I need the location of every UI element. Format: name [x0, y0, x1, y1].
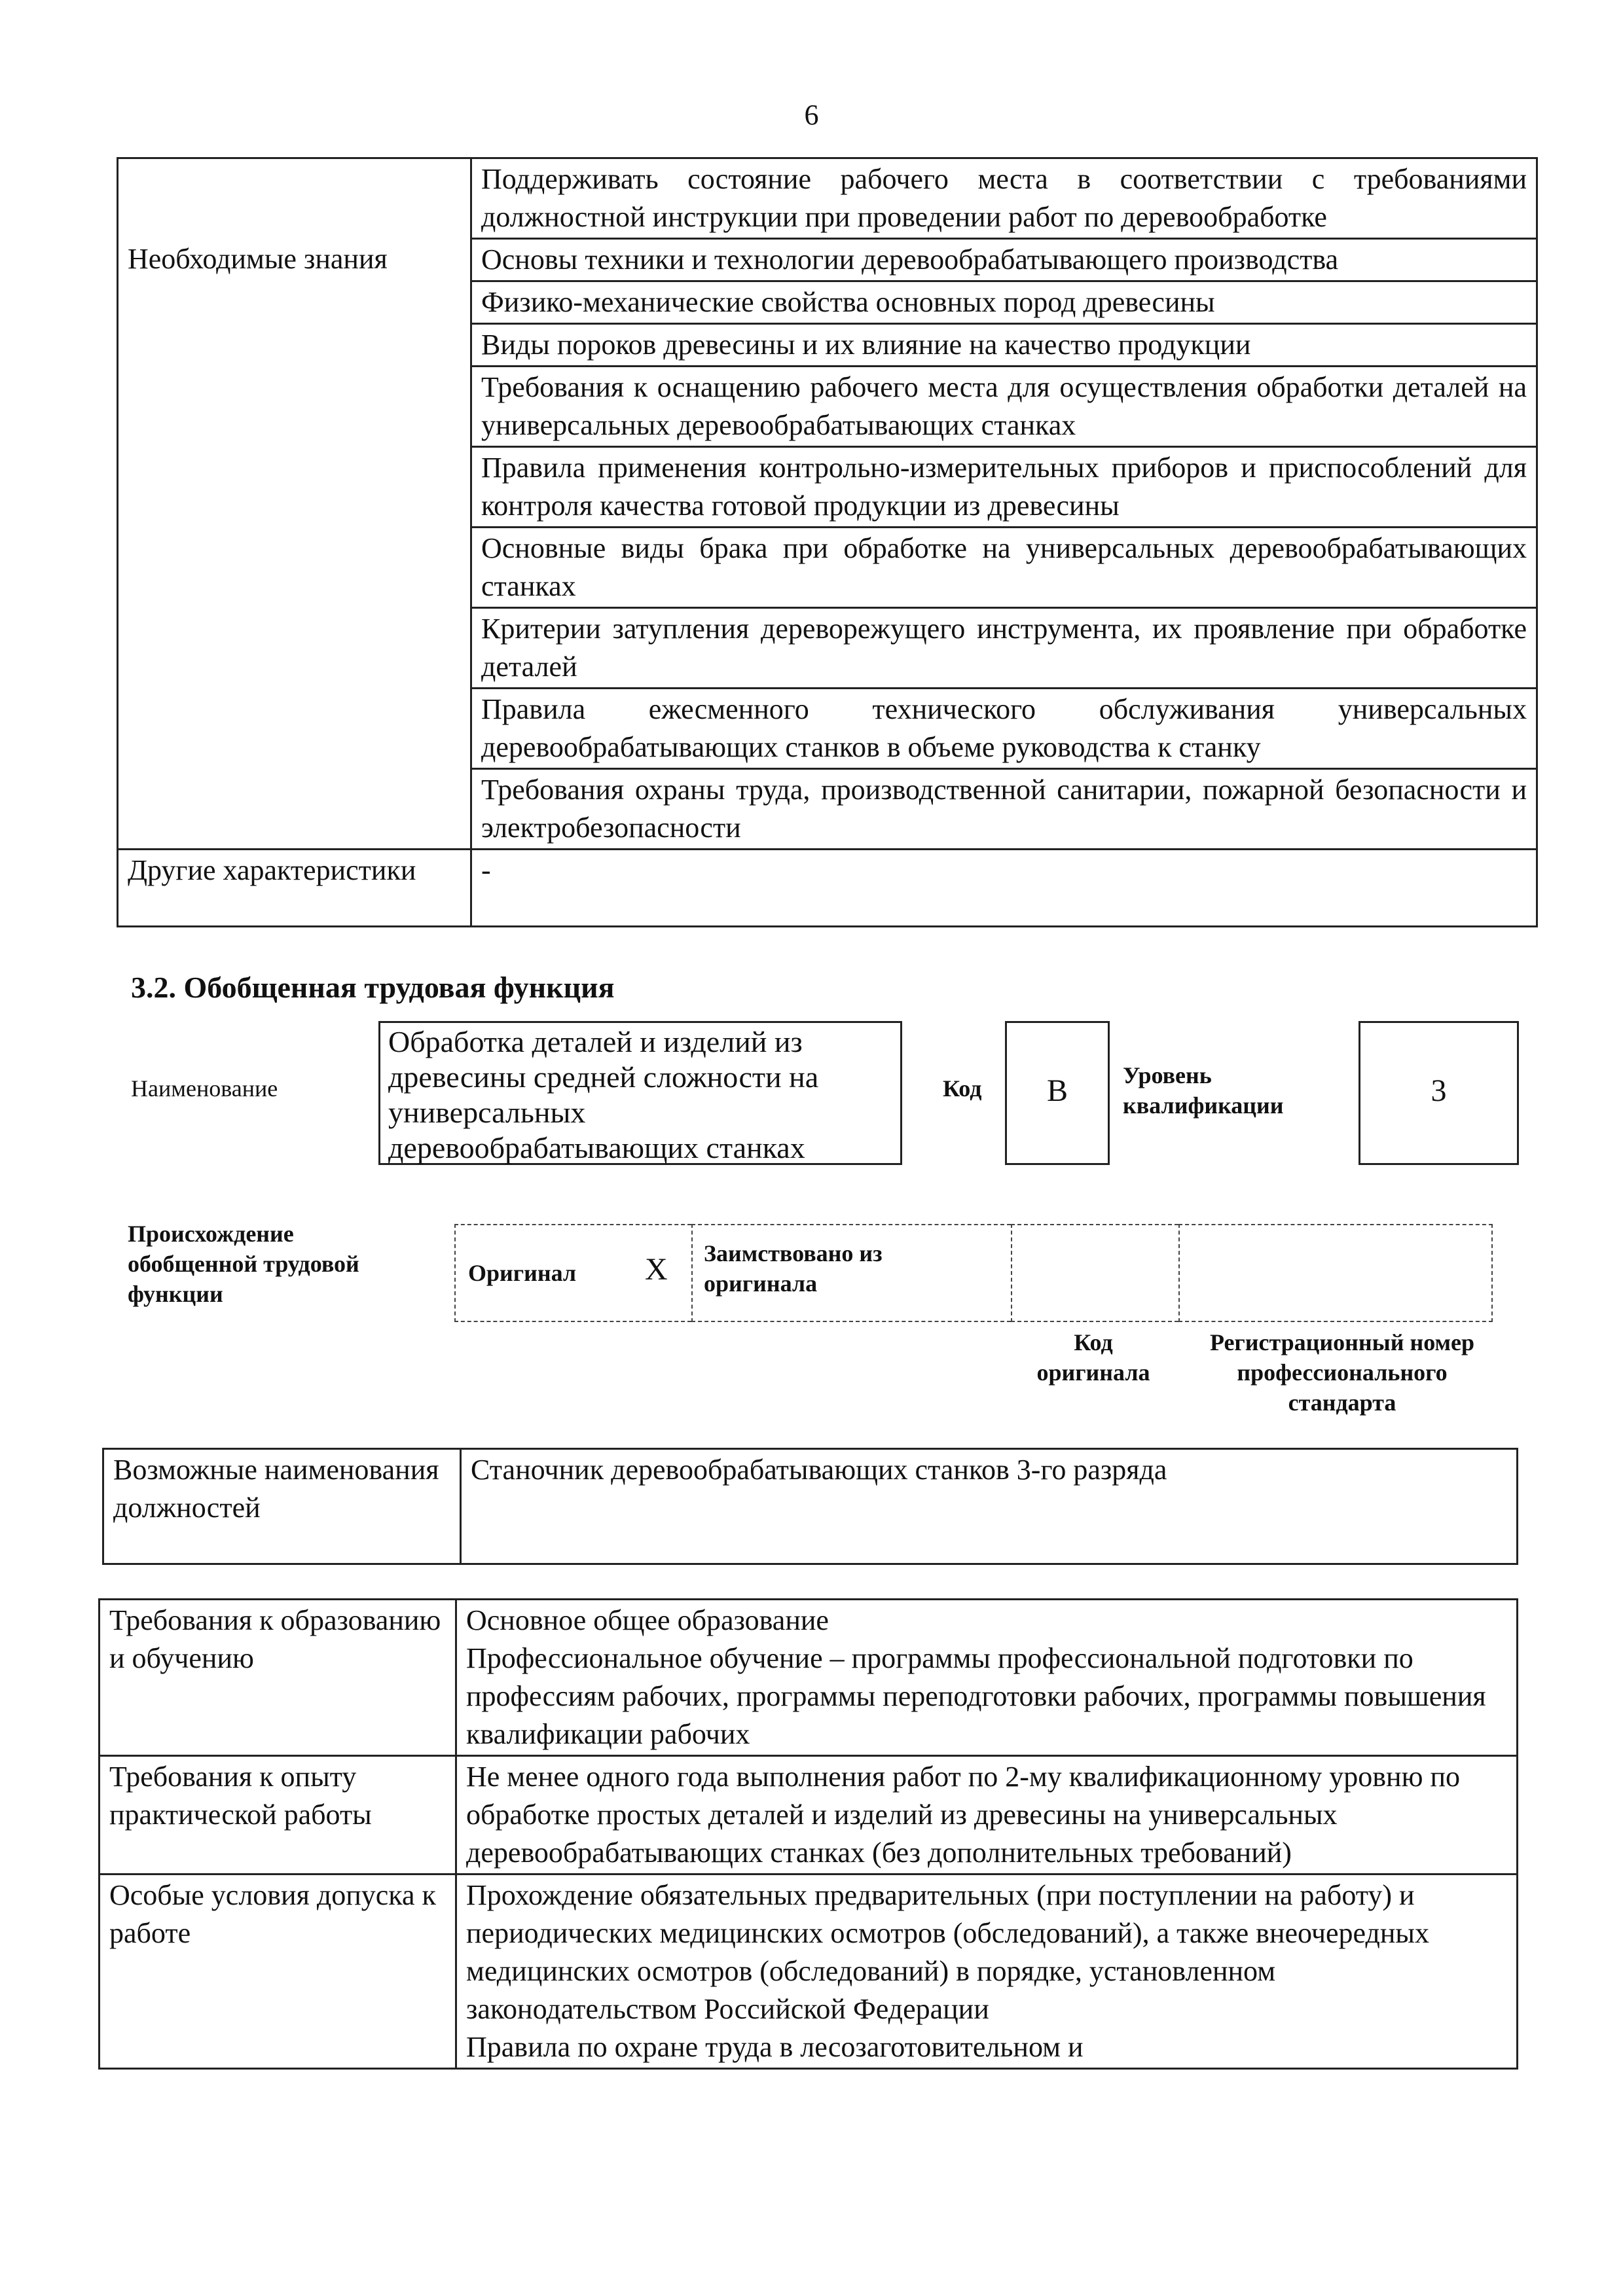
- text-line: Основное общее образование: [466, 1604, 829, 1636]
- code-value: B: [1046, 1073, 1068, 1108]
- origin-reg-box: [1178, 1224, 1493, 1322]
- origin-code-box: [1011, 1224, 1178, 1322]
- row-value: Критерии затупления дереворежущего инструмента, их проявление при обработке деталей: [471, 608, 1537, 689]
- text-line: Профессиональное обучение – программы профессиональной подготовки по профессиям рабочих, программы переподготовки рабочих, программы повышения квалификации рабочих: [466, 1642, 1486, 1750]
- code-label: Код: [943, 1075, 982, 1102]
- table-row: [100, 1600, 1518, 1756]
- positions-value: Станочник деревообрабатывающих станков 3-го разряда: [461, 1449, 1518, 1564]
- row-value: Виды пороков древесины и их влияние на качество продукции: [471, 324, 1537, 367]
- experience-value: [456, 1756, 1518, 1874]
- experience-label: Требования к опыту практической работы: [100, 1756, 456, 1874]
- original-mark: X: [645, 1252, 668, 1287]
- name-value-box: [378, 1021, 902, 1165]
- knowledge-table: [117, 157, 1538, 927]
- table-row: [118, 239, 1537, 281]
- requirements-table: [98, 1598, 1518, 2070]
- level-value-box: [1359, 1021, 1519, 1165]
- origin-label: Происхождение обобщенной трудовой функции: [128, 1221, 359, 1307]
- row-label-other: Другие характеристики: [118, 850, 471, 927]
- text-line: Прохождение обязательных предварительных (при поступлении на работу) и периодических медицинских осмотров (обследований), а также внеочередных медицинских осмотров (обследований) в порядке, установленном законодательством Российской Федерации: [466, 1879, 1429, 2025]
- level-value: 3: [1431, 1073, 1447, 1108]
- name-value: Обработка деталей и изделий из древесины средней сложности на универсальных деревообрабатывающих станках: [388, 1025, 819, 1164]
- code-value-box: [1005, 1021, 1110, 1165]
- text-line: Не менее одного года выполнения работ по 2-му квалификационному уровню по обработке простых деталей и изделий из древесины на универсальных деревообрабатывающих станках (без дополнительных требований): [466, 1761, 1460, 1869]
- conditions-label: Особые условия допуска к работе: [100, 1874, 456, 2069]
- table-row: [100, 1874, 1518, 2069]
- name-label: Наименование: [131, 1075, 278, 1102]
- row-value: Правила применения контрольно-измерительных приборов и приспособлений для контроля качества готовой продукции из древесины: [471, 447, 1537, 528]
- borrowed-label: Заимствовано из оригинала: [704, 1240, 883, 1297]
- row-value: Требования охраны труда, производственной санитарии, пожарной безопасности и электробезопасности: [471, 769, 1537, 850]
- positions-table: [102, 1448, 1518, 1565]
- caption-reg: Регистрационный номер профессионального стандарта: [1209, 1329, 1475, 1416]
- table-row: [103, 1449, 1518, 1564]
- row-label: [118, 158, 471, 239]
- level-label: Уровень квалификации: [1123, 1062, 1284, 1119]
- row-value: Правила ежесменного технического обслуживания универсальных деревообрабатывающих станков в объеме руководства к станку: [471, 689, 1537, 769]
- positions-label: Возможные наименования должностей: [103, 1449, 461, 1564]
- education-value: [456, 1600, 1518, 1756]
- table-row: [118, 158, 1537, 239]
- row-value: Требования к оснащению рабочего места для осуществления обработки деталей на универсальных деревообрабатывающих станках: [471, 367, 1537, 447]
- table-row: [100, 1756, 1518, 1874]
- row-value: Физико-механические свойства основных пород древесины: [471, 281, 1537, 324]
- text-line: Правила по охране труда в лесозаготовительном и: [466, 2031, 1084, 2063]
- caption-code: Код оригинала: [1036, 1329, 1150, 1386]
- row-label-knowledge: Необходимые знания: [118, 239, 471, 850]
- conditions-value: [456, 1874, 1518, 2069]
- page-number: 6: [804, 99, 819, 131]
- row-value: Основы техники и технологии деревообрабатывающего производства: [471, 239, 1537, 281]
- row-value: -: [471, 850, 1537, 927]
- section-title: 3.2. Обобщенная трудовая функция: [131, 971, 615, 1004]
- row-value: Поддерживать состояние рабочего места в соответствии с требованиями должностной инструкции при проведении работ по деревообработке: [471, 158, 1537, 239]
- table-row: [118, 850, 1537, 927]
- row-value: Основные виды брака при обработке на универсальных деревообрабатывающих станках: [471, 528, 1537, 608]
- original-label: Оригинал: [468, 1260, 577, 1286]
- education-label: Требования к образованию и обучению: [100, 1600, 456, 1756]
